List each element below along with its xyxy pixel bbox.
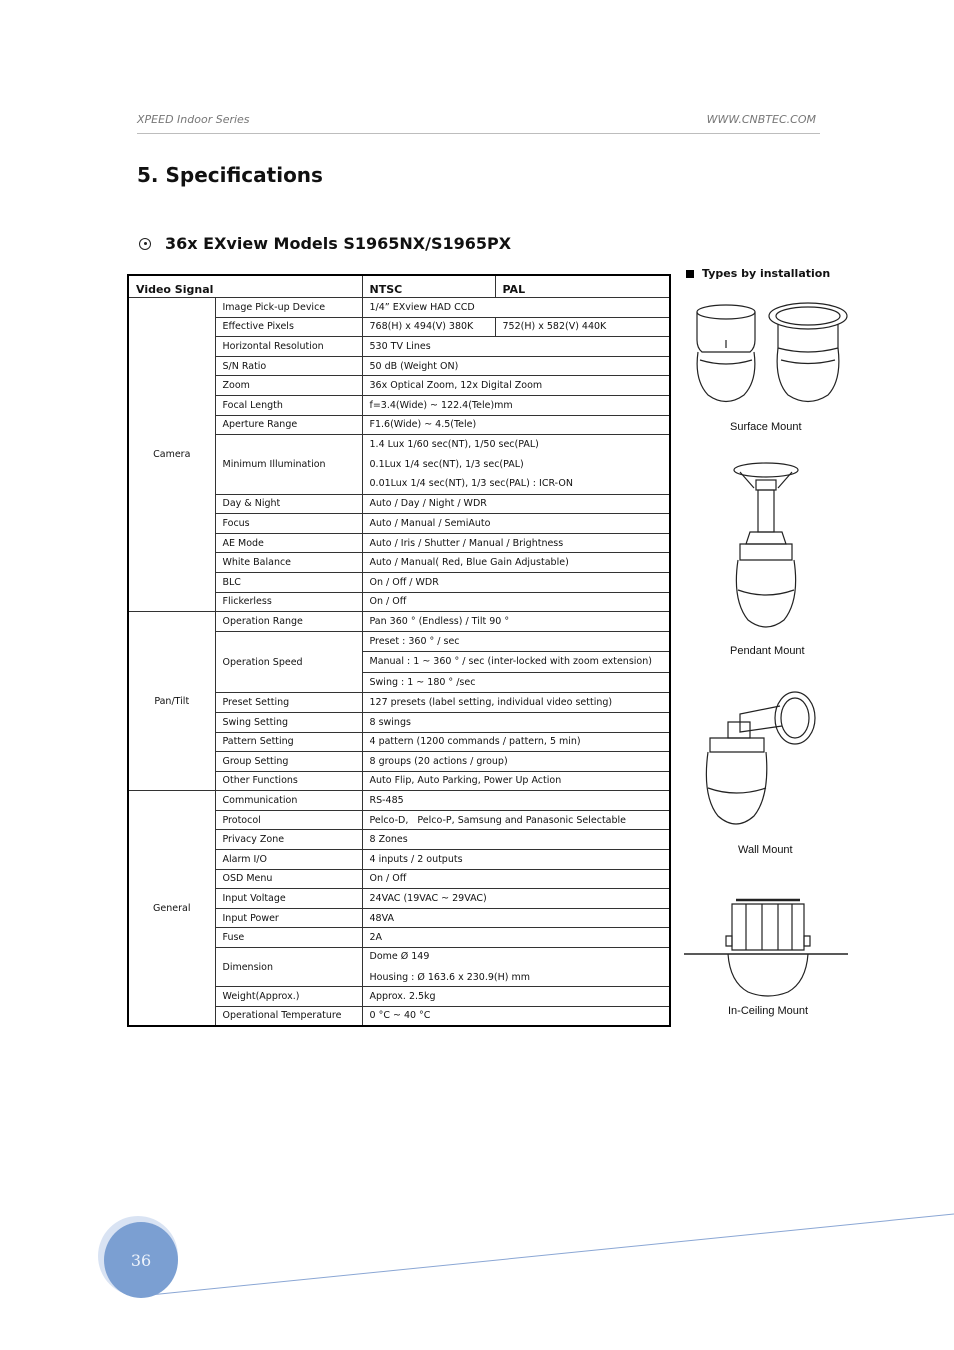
spec-value: f=3.4(Wide) ~ 122.4(Tele)mm [362,395,670,415]
spec-value: 0 °C ~ 40 °C [362,1006,670,1026]
spec-value: 24VAC (19VAC ~ 29VAC) [362,889,670,909]
spec-key: Other Functions [215,771,362,791]
spec-key: Horizontal Resolution [215,337,362,357]
installation-types-label: Types by installation [702,267,831,280]
spec-key: Zoom [215,376,362,396]
spec-key: S/N Ratio [215,356,362,376]
spec-value: Auto / Manual( Red, Blue Gain Adjustable) [362,553,670,573]
spec-value: 127 presets (label setting, individual video setting) [362,693,670,713]
pal-header: PAL [495,275,670,298]
spec-value-multiline [362,948,670,987]
spec-key: Day & Night [215,494,362,514]
spec-key: BLC [215,573,362,593]
spec-value-multiline [362,631,670,693]
value-line: Housing : Ø 163.6 x 230.9(H) mm [369,972,530,984]
group-pan-tilt: Pan/Tilt [128,612,215,791]
spec-value: 36x Optical Zoom, 12x Digital Zoom [362,376,670,396]
spec-key: Preset Setting [215,693,362,713]
value-line: Preset : 360 ° / sec [363,632,670,653]
spec-value: On / Off [362,869,670,889]
spec-key: Pattern Setting [215,732,362,752]
spec-value: Auto / Day / Night / WDR [362,494,670,514]
value-line: 1.4 Lux 1/60 sec(NT), 1/50 sec(PAL) [369,439,539,451]
spec-value: 8 Zones [362,830,670,850]
spec-value: 8 swings [362,712,670,732]
spec-value: 4 pattern (1200 commands / pattern, 5 min) [362,732,670,752]
ntsc-header: NTSC [362,275,495,298]
surface-mount-camera-icon [690,300,850,410]
spec-key: Input Power [215,908,362,928]
header-series: XPEED Indoor Series [137,113,250,126]
page-title: 5. Specifications [137,163,323,187]
spec-value-multiline [362,435,670,495]
spec-value: Auto / Manual / SemiAuto [362,514,670,534]
spec-key: Swing Setting [215,712,362,732]
spec-value: On / Off / WDR [362,573,670,593]
spec-key: Privacy Zone [215,830,362,850]
spec-value: Auto Flip, Auto Parking, Power Up Action [362,771,670,791]
specifications-table [127,274,671,1027]
value-line: Manual : 1 ~ 360 ° / sec (inter-locked with zoom extension) [363,652,670,673]
page-number-badge [104,1222,178,1298]
group-camera: Camera [128,298,215,612]
spec-value: RS-485 [362,791,670,811]
spec-value: Approx. 2.5kg [362,987,670,1007]
video-signal-header: Video Signal [128,275,362,298]
spec-key: Fuse [215,928,362,948]
spec-key: Weight(Approx.) [215,987,362,1007]
spec-value: 2A [362,928,670,948]
pendant-mount-camera-icon [728,460,804,636]
spec-key: Image Pick-up Device [215,298,362,318]
wall-mount-camera-icon [700,686,820,838]
header-divider [137,133,820,134]
pendant-mount-label: Pendant Mount [730,645,805,657]
spec-key: OSD Menu [215,869,362,889]
spec-value: 50 dB (Weight ON) [362,356,670,376]
spec-key: Aperture Range [215,415,362,435]
square-bullet-icon [686,270,694,278]
spec-key: Operational Temperature [215,1006,362,1026]
spec-key: Alarm I/O [215,850,362,870]
spec-value: On / Off [362,592,670,612]
header-website: WWW.CNBTEC.COM [706,113,816,126]
spec-key: Communication [215,791,362,811]
spec-value: 4 inputs / 2 outputs [362,850,670,870]
spec-value-pal: 752(H) x 582(V) 440K [495,317,670,337]
spec-key: Operation Range [215,612,362,632]
section-title-text: 36x EXview Models S1965NX/S1965PX [165,234,512,253]
spec-key: Flickerless [215,592,362,612]
spec-key: Group Setting [215,752,362,772]
spec-key: Focus [215,514,362,534]
installation-types-title [686,267,830,280]
spec-key: Dimension [215,948,362,987]
spec-value: Auto / Iris / Shutter / Manual / Brightness [362,533,670,553]
spec-value: Pelco-D, Pelco-P, Samsung and Panasonic Selectable [362,810,670,830]
spec-key: White Balance [215,553,362,573]
wall-mount-label: Wall Mount [738,844,793,856]
surface-mount-label: Surface Mount [730,421,802,433]
spec-key: Focal Length [215,395,362,415]
in-ceiling-mount-camera-icon [684,898,850,1000]
spec-value: 530 TV Lines [362,337,670,357]
spec-value-ntsc: 768(H) x 494(V) 380K [362,317,495,337]
spec-key: Effective Pixels [215,317,362,337]
spec-value: 8 groups (20 actions / group) [362,752,670,772]
page-number: 36 [130,1250,152,1270]
value-line: Swing : 1 ~ 180 ° /sec [369,676,476,688]
in-ceiling-mount-label: In-Ceiling Mount [728,1005,809,1017]
spec-value: 1/4” EXview HAD CCD [362,298,670,318]
circle-bullet-icon [139,238,151,250]
spec-key: Minimum Illumination [215,435,362,495]
group-general: General [128,791,215,1026]
section-title [139,234,511,253]
value-line: 0.01Lux 1/4 sec(NT), 1/3 sec(PAL) : ICR-ON [369,478,573,490]
spec-value: Pan 360 ° (Endless) / Tilt 90 ° [362,612,670,632]
table-header-row [128,275,670,298]
spec-value: F1.6(Wide) ~ 4.5(Tele) [362,415,670,435]
spec-key: Operation Speed [215,631,362,693]
table-row [128,612,670,632]
spec-key: AE Mode [215,533,362,553]
value-line: 0.1Lux 1/4 sec(NT), 1/3 sec(PAL) [369,458,524,470]
spec-value: 48VA [362,908,670,928]
value-line: Dome Ø 149 [369,951,430,963]
spec-key: Input Voltage [215,889,362,909]
spec-key: Protocol [215,810,362,830]
table-row [128,298,670,318]
table-row [128,791,670,811]
